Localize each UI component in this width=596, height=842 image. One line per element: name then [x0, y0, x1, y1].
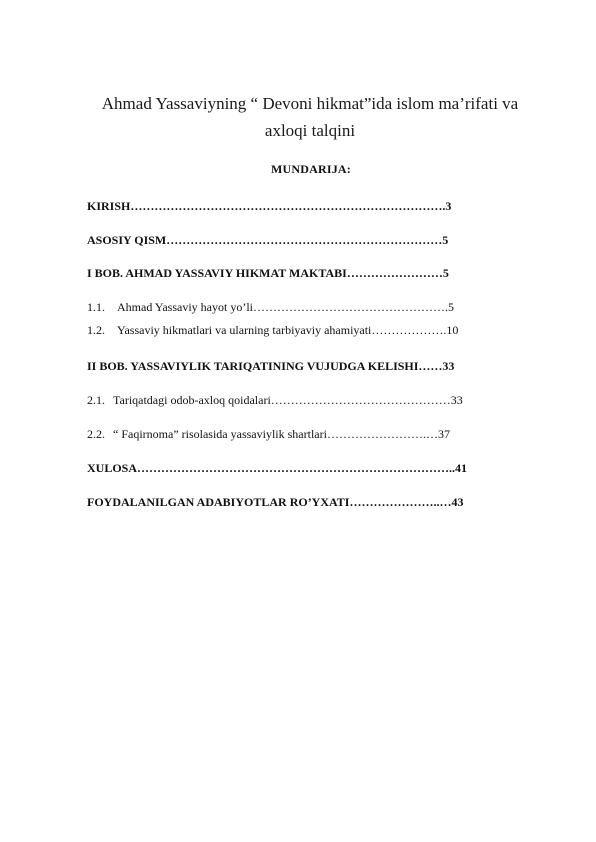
toc-entry-asosiy-qism: ASOSIY QISM……………………………………………………………5	[87, 233, 449, 247]
toc-text: Yassaviy hikmatlari va ularning tarbiyaviy ahamiyati……………….10	[117, 323, 459, 337]
toc-number: 2.2.	[87, 427, 105, 441]
toc-entry-bob-2: II BOB. YASSAVIYLIK TARIQATINING VUJUDGA KELISHI……33	[87, 359, 455, 373]
title-line-2: axloqi talqini	[264, 121, 356, 140]
title-line-1: Ahmad Yassaviyning “ Devoni hikmat”ida islom ma’rifati va	[101, 94, 519, 113]
toc-text: “ Faqirnoma” risolasida yassaviylik shartlari…………………….…37	[113, 427, 450, 441]
toc-number: 1.2.	[87, 323, 105, 337]
document-title	[40, 90, 580, 144]
toc-entry-kirish: KIRISH…………………………………………………………………….3	[87, 199, 452, 213]
toc-text: Tariqatdagi odob-axloq qoidalari………………………………………33	[113, 393, 463, 407]
toc-entry-1-1	[87, 300, 454, 315]
toc-entry-2-2	[87, 427, 450, 442]
toc-entry-2-1	[87, 393, 463, 408]
toc-entry-bob-1: I BOB. AHMAD YASSAVIY HIKMAT MAKTABI……………………5	[87, 266, 449, 280]
toc-text: Ahmad Yassaviy hayot yo’li………………………………………….5	[117, 300, 454, 314]
toc-number: 1.1.	[87, 300, 105, 314]
toc-entry-xulosa: XULOSA……………………………………………………………………..41	[87, 461, 468, 475]
toc-entry-adabiyotlar: FOYDALANILGAN ADABIYOTLAR RO’YXATI…………………..…43	[87, 495, 464, 509]
toc-entry-1-2	[87, 323, 458, 338]
toc-heading: MUNDARIJA:	[271, 162, 351, 176]
toc-number: 2.1.	[87, 393, 105, 407]
